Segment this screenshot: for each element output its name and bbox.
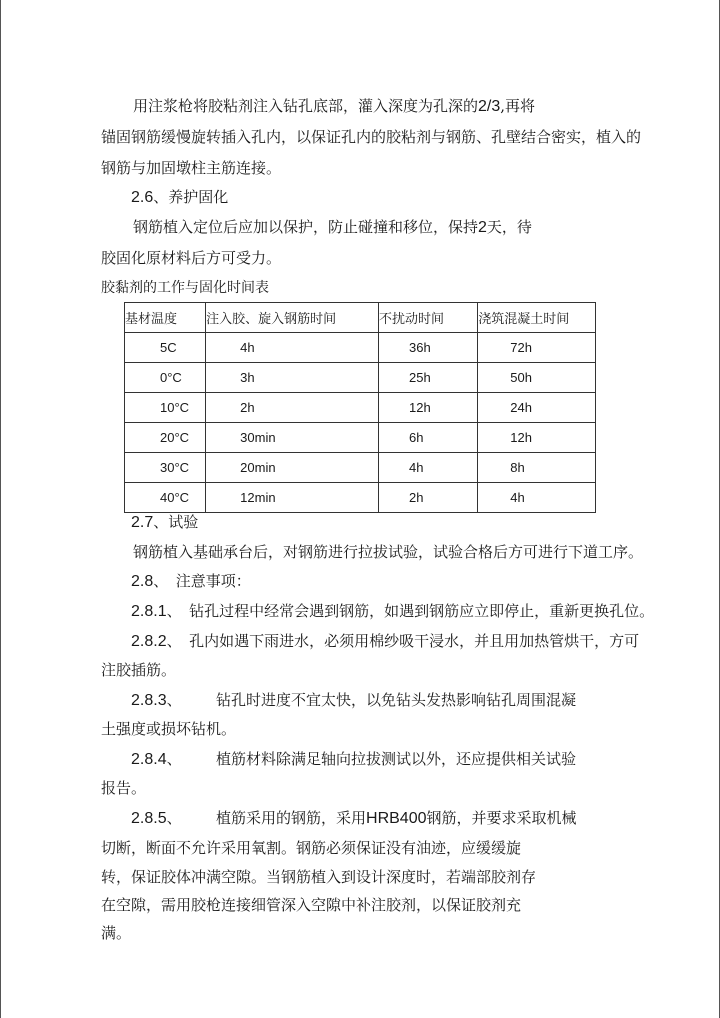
table-cell: 0°C: [125, 363, 206, 393]
table-cell: 25h: [379, 363, 478, 393]
paragraph-line: 用注浆枪将胶粘剂注入钻孔底部，灌入深度为孔深的2/3,再将: [133, 97, 536, 115]
item-2-8-2: 2.8.2、 孔内如遇下雨进水，必须用棉纱吸干浸水，并且用加热管烘干，方可: [131, 632, 640, 650]
paragraph-line: 注胶插筋。: [101, 661, 177, 679]
item-2-8-5: 2.8.5、: [131, 809, 182, 827]
table-cell: 72h: [478, 333, 596, 363]
paragraph-line: 钢筋植入定位后应加以保护，防止碰撞和移位，保持2天，待: [133, 218, 532, 236]
table-cell: 4h: [379, 453, 478, 483]
table-cell: 20min: [206, 453, 379, 483]
header-cell: 浇筑混凝土时间: [478, 303, 596, 333]
header-cell: 注入胶、旋入钢筋时间: [206, 303, 379, 333]
paragraph-line: 钻孔时进度不宜太快，以免钻头发热影响钻孔周围混凝: [216, 691, 577, 709]
paragraph-line: 植筋采用的钢筋，采用HRB400钢筋，并要求采取机械: [216, 809, 577, 827]
table-cell: 6h: [379, 423, 478, 453]
table-cell: 2h: [206, 393, 379, 423]
table-cell: 36h: [379, 333, 478, 363]
table-row: [125, 333, 596, 363]
table-caption: 胶黏剂的工作与固化时间表: [101, 280, 269, 296]
table-cell: 24h: [478, 393, 596, 423]
table-cell: 12h: [478, 423, 596, 453]
table-cell: 50h: [478, 363, 596, 393]
table-cell: 30°C: [125, 453, 206, 483]
section-heading-2-6: 2.6、养护固化: [131, 188, 229, 206]
paragraph-line: 植筋材料除满足轴向拉拔测试以外，还应提供相关试验: [216, 750, 577, 768]
header-cell: 基材温度: [125, 303, 206, 333]
section-heading-2-7: 2.7、试验: [131, 513, 199, 531]
paragraph-line: 报告。: [101, 779, 147, 797]
paragraph-line: 土强度或损坏钻机。: [101, 720, 237, 738]
table-header-row: [125, 303, 596, 333]
paragraph-line: 钢筋植入基础承台后，对钢筋进行拉拔试验，试验合格后方可进行下道工序。: [133, 543, 644, 561]
paragraph-line: 胶固化原材料后方可受力。: [101, 249, 282, 267]
paragraph-line: 切断，断面不允许采用氧割。钢筋必须保证没有油迹，应缓缓旋: [101, 839, 522, 857]
table-cell: 4h: [206, 333, 379, 363]
table-cell: 10°C: [125, 393, 206, 423]
paragraph-line: 在空隙，需用胶枪连接细管深入空隙中补注胶剂，以保证胶剂充: [101, 896, 522, 914]
table-cell: 5C: [125, 333, 206, 363]
table-cell: 40°C: [125, 483, 206, 513]
table-cell: 4h: [478, 483, 596, 513]
paragraph-line: 钢筋与加固墩柱主筋连接。: [101, 159, 282, 177]
section-heading-2-8: 2.8、 注意事项：: [131, 572, 251, 590]
table-row: [125, 363, 596, 393]
table-cell: 8h: [478, 453, 596, 483]
table-row: [125, 393, 596, 423]
table-cell: 3h: [206, 363, 379, 393]
paragraph-line: 满。: [101, 924, 132, 942]
item-2-8-3: 2.8.3、: [131, 691, 182, 709]
table-cell: 12h: [379, 393, 478, 423]
table-cell: 2h: [379, 483, 478, 513]
header-cell: 不扰动时间: [379, 303, 478, 333]
table-row: [125, 423, 596, 453]
page-border-left: [0, 0, 1, 1018]
paragraph-line: 锚固钢筋缓慢旋转插入孔内，以保证孔内的胶粘剂与钢筋、孔壁结合密实，植入的: [101, 128, 642, 146]
paragraph-line: 转，保证胶体冲满空隙。当钢筋植入到设计深度时，若端部胶剂存: [101, 868, 537, 886]
table-row: [125, 453, 596, 483]
table-row: [125, 483, 596, 513]
table-cell: 20°C: [125, 423, 206, 453]
table-cell: 12min: [206, 483, 379, 513]
curing-time-table: [124, 302, 596, 513]
item-2-8-1: 2.8.1、 钻孔过程中经常会遇到钢筋，如遇到钢筋应立即停止，重新更换孔位。: [131, 602, 655, 620]
item-2-8-4: 2.8.4、: [131, 750, 182, 768]
table-cell: 30min: [206, 423, 379, 453]
